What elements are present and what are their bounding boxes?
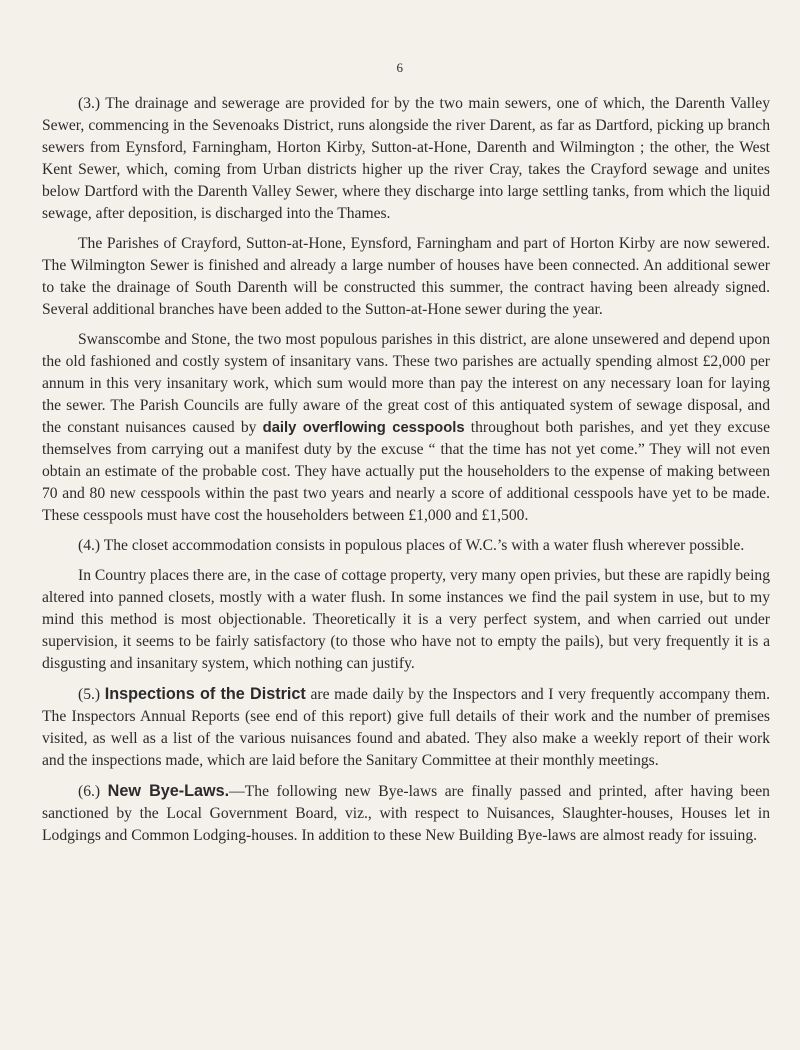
paragraph-swanscombe-stone xyxy=(42,329,770,527)
paragraph-text: Swanscombe and Stone, the two most populous parishes in this district, are alone unsewered and depend upon the old fashioned and costly system of insanitary vans. These two parishes are actually spending almost £2,000 per annum in this very insanitary work, which sum would more than pay the interest on any necessary loan for laying the sewer. The Parish Councils are fully aware of the great cost of this antiquated system of sewage disposal, and the constant nuisances caused by xyxy=(42,331,770,436)
emphasis-cesspools: daily overflowing cesspools xyxy=(262,420,465,436)
paragraph-text: throughout both parishes, and yet they excuse themselves from carrying out a manifest duty by the excuse “ that the time has not yet come.” They will not even obtain an estimate of the probable cost. They have actually put the householders to the expense of making between 70 and 80 new cesspools within the past two years and nearly a score of additional cesspools have yet to be made. These cesspools must have cost the householders between £1,000 and £1,500. xyxy=(42,419,770,524)
paragraph-bye-laws xyxy=(42,780,770,847)
paragraph-inspections xyxy=(42,683,770,772)
section-number: (6.) xyxy=(78,783,108,800)
section-heading-inspections: Inspections of the District xyxy=(104,685,306,703)
section-heading-bye-laws: New Bye-Laws. xyxy=(107,782,230,800)
section-number: (5.) xyxy=(78,686,105,703)
paragraph-text: are made daily by the Inspectors and I very frequently accompany them. The Inspectors Annual Reports (see end of this report) give full details of their work and the number of premises visited, as well as a list of the various nuisances found and abated. They also make a weekly report of their work and the inspections made, which are laid before the Sanitary Committee at their monthly meetings. xyxy=(42,686,771,769)
paragraph-drainage-sewerage: (3.) The drainage and sewerage are provided for by the two main sewers, one of which, the Darenth Valley Sewer, commencing in the Sevenoaks District, runs alongside the river Darent, as far as Dartford, picking up branch sewers from Eynsford, Farningham, Horton Kirby, Sutton-at-Hone, Darenth and Wilmington ; the other, the West Kent Sewer, which, coming from Urban districts higher up the river Cray, takes the Crayford sewage and unites below Dartford with the Darenth Valley Sewer, where they discharge into large settling tanks, from which the liquid sewage, after deposition, is discharged into the Thames. xyxy=(42,95,770,222)
page-number: 6 xyxy=(396,60,404,75)
report-body xyxy=(42,93,770,855)
paragraph-closet-accommodation: (4.) The closet accommodation consists in populous places of W.C.’s with a water flush wherever possible. xyxy=(78,537,745,554)
paragraph-country-places: In Country places there are, in the case of cottage property, very many open privies, but these are rapidly being altered into panned closets, mostly with a water flush. In some instances we find the pail system in use, but to my mind this method is most objectionable. Theoretically it is a very perfect system, and when carried out under supervision, it seems to be fairly satisfactory (to those who have not to empty the pails), but very frequently it is a disgusting and insanitary system, which nothing can justify. xyxy=(42,567,770,672)
paragraph-text: —The following new Bye-laws are finally passed and printed, after having been sanctioned by the Local Government Board, viz., with respect to Nuisances, Slaughter-houses, Houses let in Lodgings and Common Lodging-houses. In addition to these New Building Bye-laws are almost ready for issuing. xyxy=(42,783,770,844)
paragraph-sewered-parishes: The Parishes of Crayford, Sutton-at-Hone, Eynsford, Farningham and part of Horton Kirby are now sewered. The Wilmington Sewer is finished and already a large number of houses have been connected. An additional sewer to take the drainage of South Darenth will be constructed this summer, the contract having been already signed. Several additional branches have been added to the Sutton-at-Hone sewer during the year. xyxy=(42,235,770,318)
